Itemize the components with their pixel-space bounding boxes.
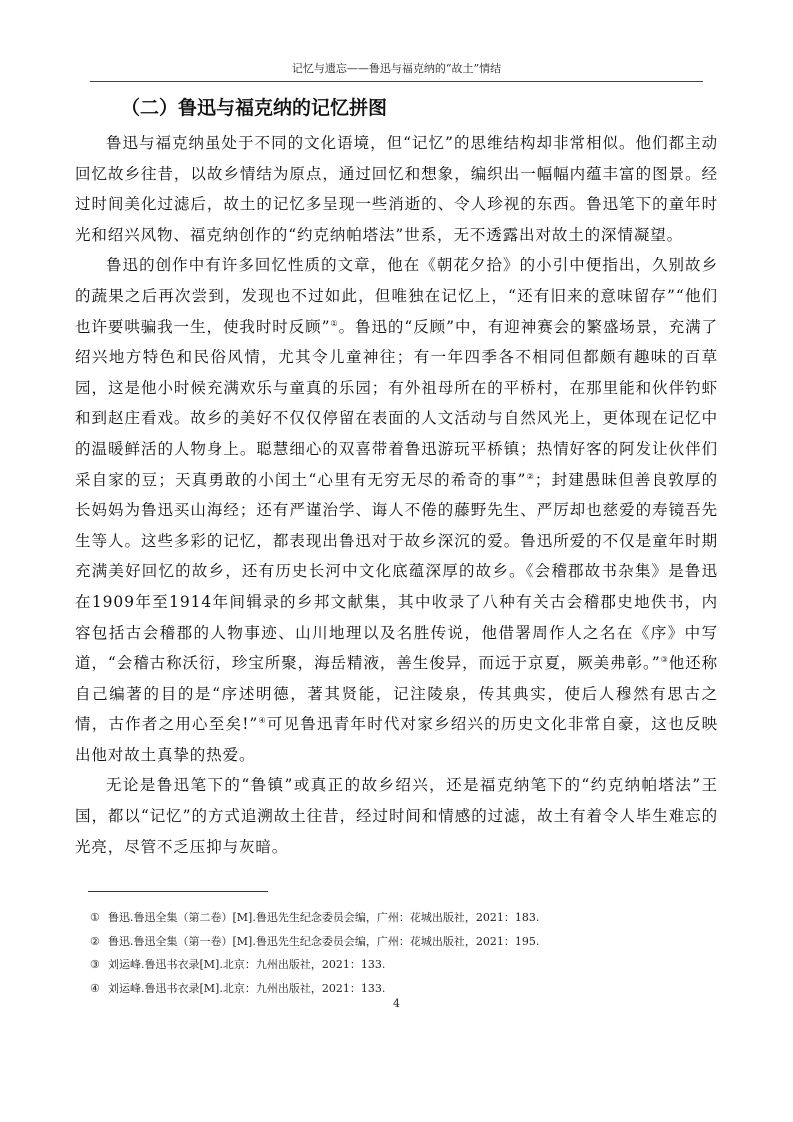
footnote-mark: ① xyxy=(90,911,100,924)
paragraph-text: 鲁迅的创作中有许多回忆性质的文章，他在《朝花夕拾》的小引中便指出，久别故乡的蔬果之后再次尝到，发现也不过如此，但唯独在记忆上，“还有旧来的意味留存”“他们也许要哄骗我一生，使我时时反顾” xyxy=(75,256,718,336)
body-text xyxy=(75,128,718,862)
footnote-text: 鲁迅.鲁迅全集（第二卷）[M].鲁迅先生纪念委员会编，广州：花城出版社，2021：183. xyxy=(108,911,540,924)
paragraph xyxy=(75,250,718,770)
paragraph-text: ；封建愚昧但善良敦厚的长妈妈为鲁迅买山海经；还有严谨治学、诲人不倦的藤野先生、严厉却也慈爱的寿镜吾先生等人。这些多彩的记忆，都表现出鲁迅对于故乡深沉的爱。鲁迅所爱的不仅是童年时期充满美好回忆的故乡，还有历史长河中文化底蕴深厚的故乡。《会稽郡故书杂集》是鲁迅在1909年至1914年间辑录的乡邦文献集，其中收录了八种有关古会稽郡史地佚书，内容包括古会稽郡的人物事迹、山川地理以及名胜传说，他借署周作人之名在《序》中写道，“会稽古称沃衍，珍宝所聚，海岳精液，善生俊异，而远于京夏，厥美弗彰。” xyxy=(75,470,718,673)
footnote-text: 鲁迅.鲁迅全集（第一卷）[M].鲁迅先生纪念委员会编，广州：花城出版社，2021：195. xyxy=(108,934,540,948)
running-header: 记忆与遗忘——鲁迅与福克纳的“故土”情结 xyxy=(291,62,502,75)
section-title: （二）鲁迅与福克纳的记忆拼图 xyxy=(121,97,388,119)
paragraph-text: 鲁迅与福克纳虽处于不同的文化语境，但“记忆”的思维结构却非常相似。他们都主动回忆故乡往昔，以故乡情结为原点，通过回忆和想象，编织出一幅幅内蕴丰富的图景。经过时间美化过滤后，故土的记忆多呈现一些消逝的、令人珍视的东西。鲁迅笔下的童年时光和绍兴风物、福克纳创作的“约克纳帕塔法”世系，无不透露出对故土的深情凝望。 xyxy=(75,134,718,244)
paragraph-text: 无论是鲁迅笔下的“鲁镇”或真正的故乡绍兴，还是福克纳笔下的“约克纳帕塔法”王国，都以“记忆”的方式追溯故土往昔，经过时间和情感的过滤，故土有着令人毕生难忘的光亮，尽管不乏压抑与灰暗。 xyxy=(75,776,718,856)
footnotes xyxy=(90,906,710,1001)
paragraph xyxy=(75,128,718,250)
footnote-text: 刘运峰.鲁迅书衣录[M].北京：九州出版社，2021：133. xyxy=(108,982,386,996)
footnote-ref[interactable]: ① xyxy=(330,318,339,328)
page-number: 4 xyxy=(393,997,400,1010)
paragraph-text: 他还称自己编著的目的是“序述明德，著其贤能，记注陵泉，传其典实，使后人穆然有思古之情，古作者之用心至矣!” xyxy=(75,654,719,734)
footnote xyxy=(90,930,710,954)
header-rule xyxy=(90,81,703,82)
footnote-ref[interactable]: ③ xyxy=(660,655,669,665)
paragraph-text: 可见鲁迅青年时代对家乡绍兴的历史文化非常自豪，这也反映出他对故土真挚的热爱。 xyxy=(75,715,718,764)
footnote xyxy=(90,906,710,930)
footnote xyxy=(90,953,710,977)
paragraph-text: 。鲁迅的“反顾”中，有迎神赛会的繁盛场景，充满了绍兴地方特色和民俗风情，尤其令儿童神往；有一年四季各不相同但都颇有趣味的百草园，这是他小时候充满欢乐与童真的乐园；有外祖母所在的平桥村，在那里能和伙伴钓虾和到赵庄看戏。故乡的美好不仅仅停留在表面的人文活动与自然风光上，更体现在记忆中的温暖鲜活的人物身上。聪慧细心的双喜带着鲁迅游玩平桥镇；热情好客的阿发让伙伴们采自家的豆；天真勇敢的小闰土“心里有无穷无尽的希奇的事” xyxy=(75,317,719,489)
footnote-rule xyxy=(88,891,268,892)
footnote-ref[interactable]: ④ xyxy=(258,716,267,726)
footnote-mark: ④ xyxy=(90,982,100,996)
paragraph xyxy=(75,770,718,862)
footnote-mark: ② xyxy=(90,934,100,948)
footnote-mark: ③ xyxy=(90,958,100,972)
footnote-text: 刘运峰.鲁迅书衣录[M].北京：九州出版社，2021：133. xyxy=(108,958,386,972)
footnote-ref[interactable]: ② xyxy=(526,471,535,481)
